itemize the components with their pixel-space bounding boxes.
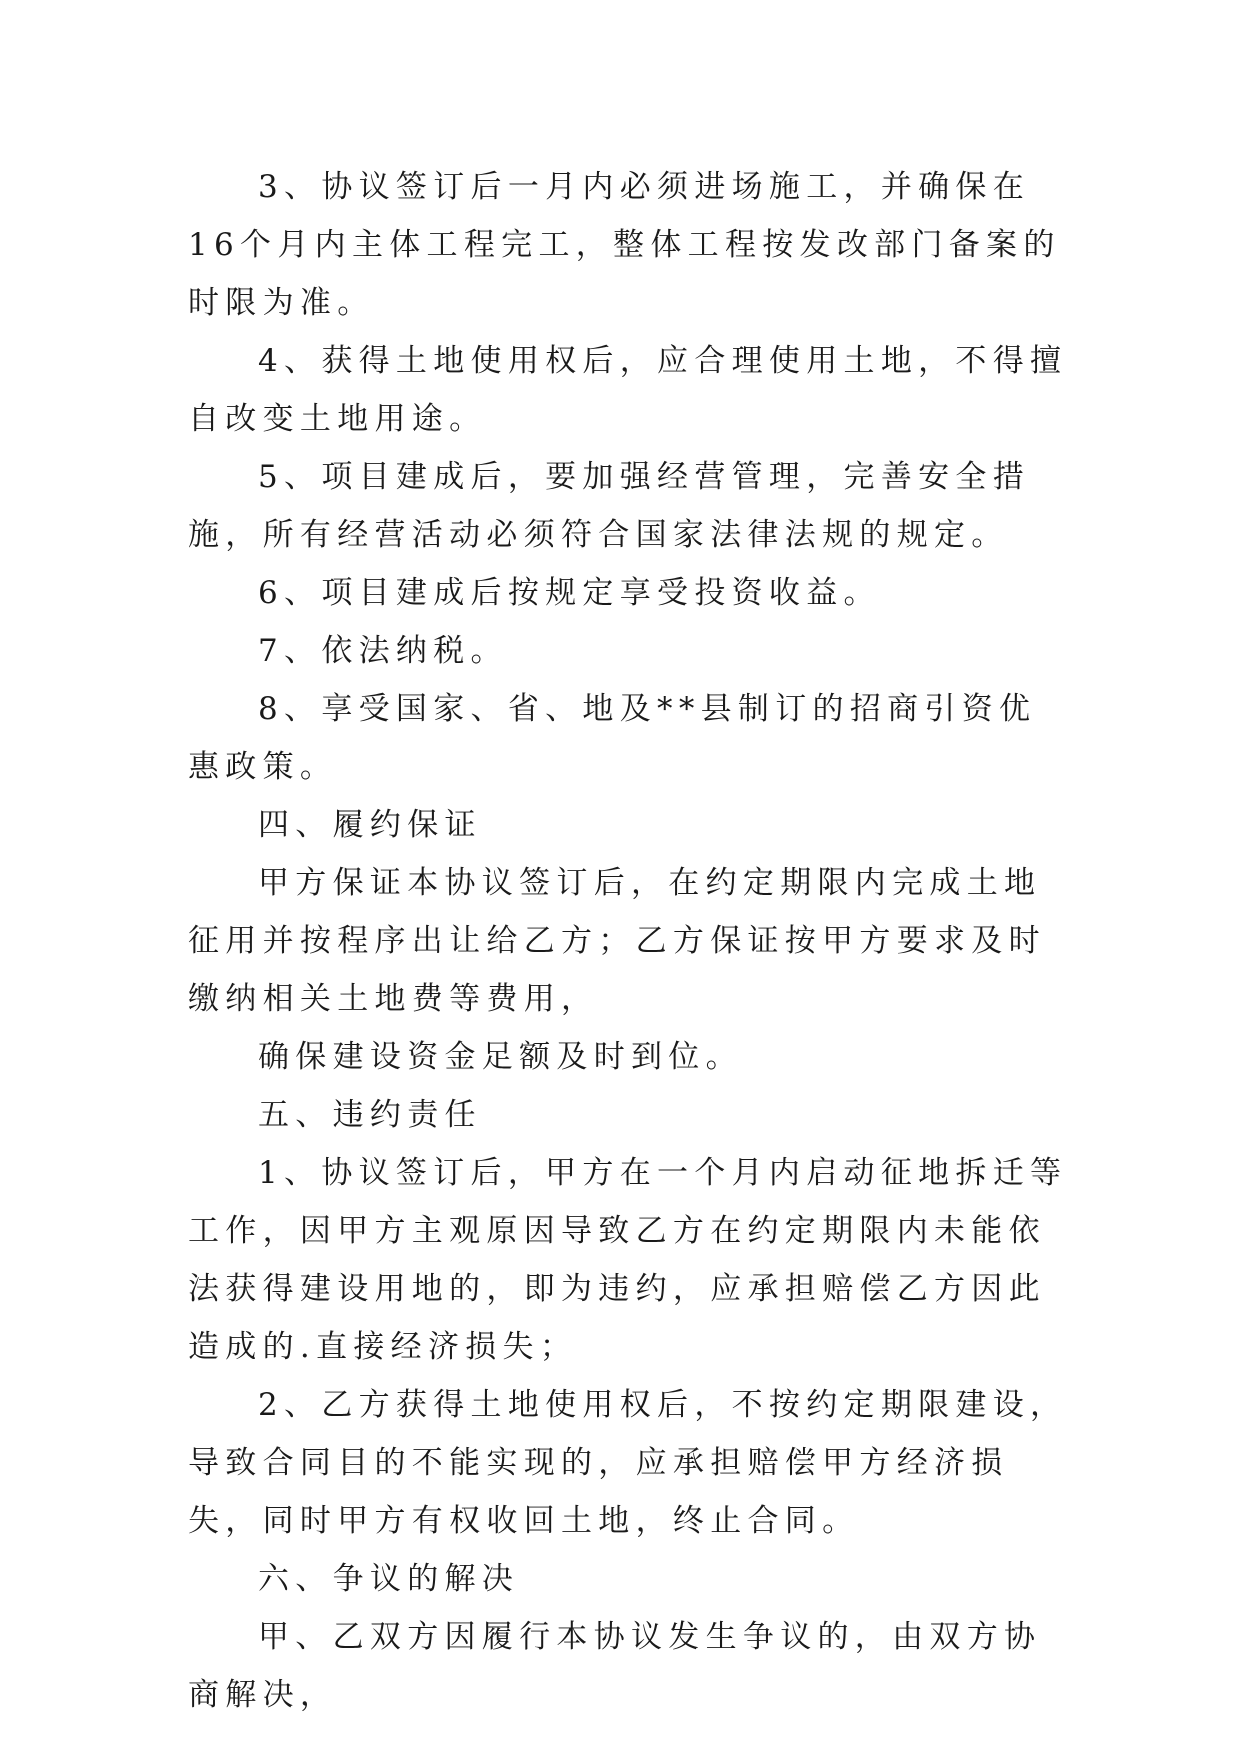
paragraph-dispute-text: 甲、乙双方因履行本协议发生争议的，由双方协商解决， [188, 1619, 1042, 1713]
paragraph-breach-1: 1、协议签订后，甲方在一个月内启动征地拆迁等工作，因甲方主观原因导致乙方在约定期限内未能依法获得建设用地的，即为违约，应承担赔偿乙方因此造成的.直接经济损失； [188, 1155, 1068, 1365]
paragraph-item-3: 3、协议签订后一月内必须进场施工，并确保在16个月内主体工程完工，整体工程按发改部门备案的时限为准。 [188, 169, 1061, 321]
document-body [188, 158, 1068, 1724]
paragraph-guarantee-funds: 确保建设资金足额及时到位。 [258, 1039, 743, 1075]
paragraph-item-8: 8、享受国家、省、地及**县制订的招商引资优惠政策。 [188, 691, 1037, 785]
paragraph-breach-2: 2、乙方获得土地使用权后，不按约定期限建设，导致合同目的不能实现的，应承担赔偿甲方经济损失，同时甲方有权收回土地，终止合同。 [188, 1387, 1068, 1539]
paragraph-item-5: 5、项目建成后，要加强经营管理，完善安全措施，所有经营活动必须符合国家法律法规的规定。 [188, 459, 1031, 553]
paragraph-item-4: 4、获得土地使用权后，应合理使用土地，不得擅自改变土地用途。 [188, 343, 1068, 437]
section-heading-dispute-resolution: 六、争议的解决 [258, 1561, 520, 1597]
paragraph-item-7: 7、依法纳税。 [258, 633, 508, 669]
paragraph-item-6: 6、项目建成后按规定享受投资收益。 [258, 575, 881, 611]
section-heading-breach-liability: 五、违约责任 [258, 1097, 482, 1133]
section-heading-performance-guarantee: 四、履约保证 [258, 807, 482, 843]
paragraph-guarantee-text: 甲方保证本协议签订后，在约定期限内完成土地征用并按程序出让给乙方；乙方保证按甲方要求及时缴纳相关土地费等费用， [188, 865, 1046, 1017]
